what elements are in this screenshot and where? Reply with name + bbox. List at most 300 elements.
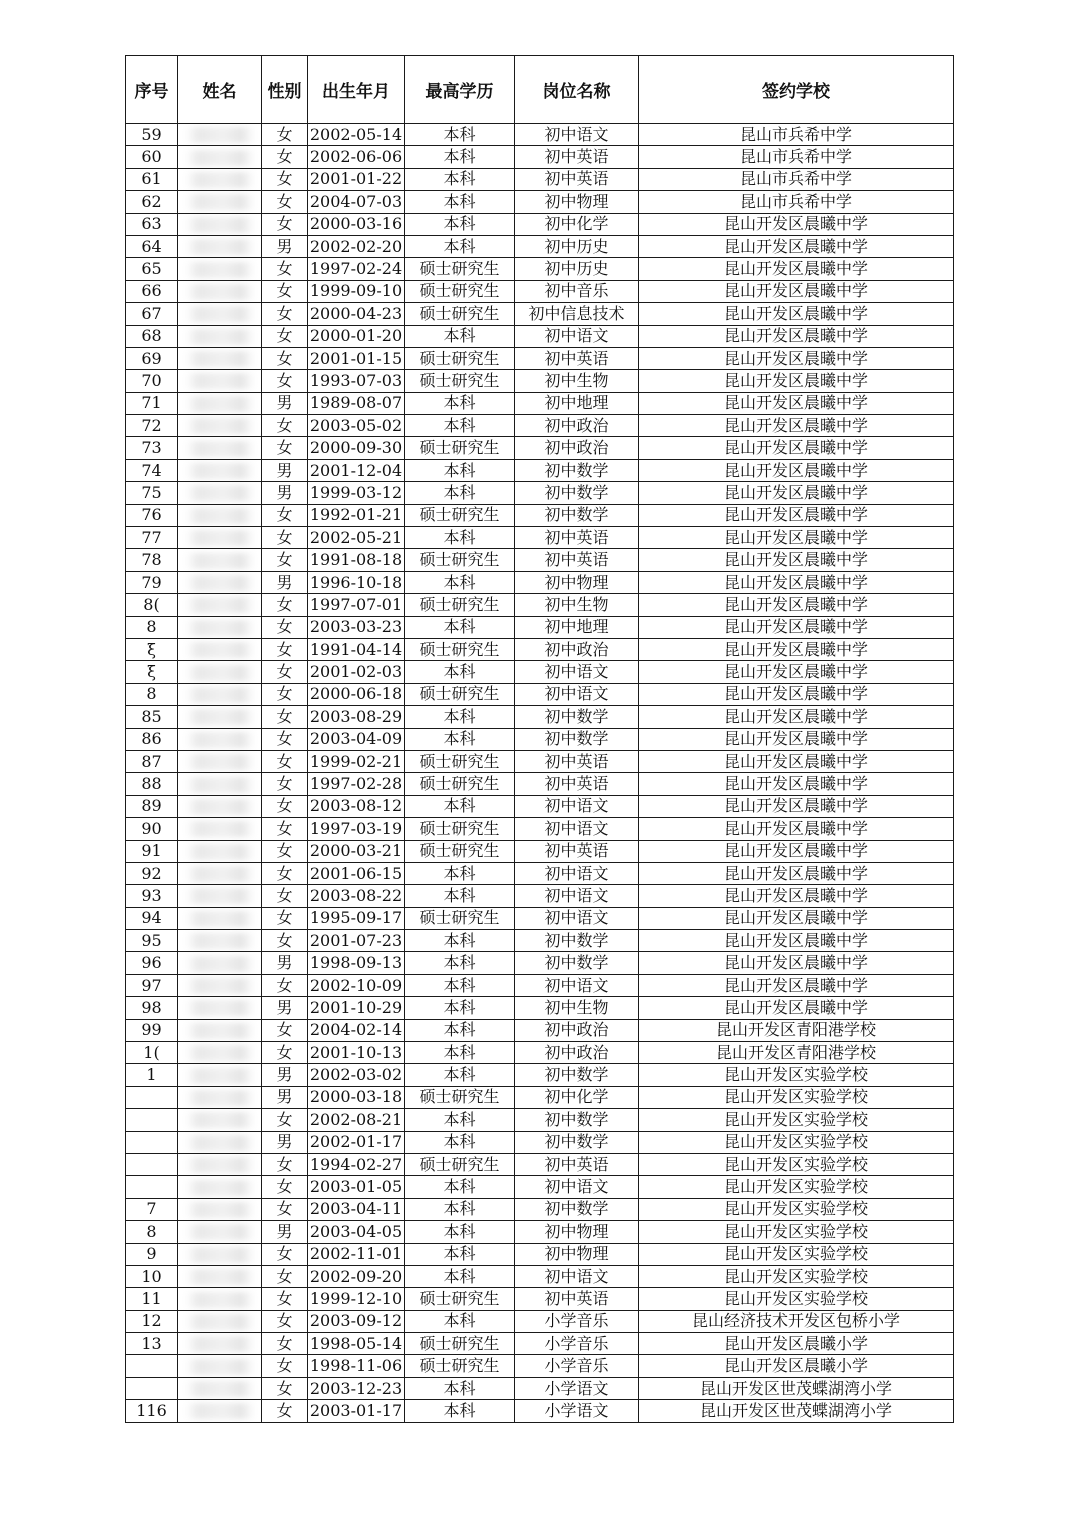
cell-name [178, 1400, 262, 1422]
cell-post: 初中物理 [515, 191, 639, 213]
cell-seq: 92 [126, 862, 178, 884]
cell-seq: 76 [126, 504, 178, 526]
cell-name [178, 974, 262, 996]
cell-birth: 2002-10-09 [308, 974, 405, 996]
cell-school: 昆山开发区晨曦中学 [639, 392, 954, 414]
table-row [126, 1153, 954, 1175]
cell-education: 本科 [405, 930, 515, 952]
cell-seq: 9 [126, 1243, 178, 1265]
redacted-name [185, 553, 255, 569]
cell-school: 昆山开发区实验学校 [639, 1086, 954, 1108]
redacted-name [185, 1157, 255, 1173]
cell-name [178, 907, 262, 929]
cell-school: 昆山开发区晨曦中学 [639, 482, 954, 504]
cell-gender: 女 [262, 213, 308, 235]
redacted-name [185, 530, 255, 546]
redacted-name [185, 217, 255, 233]
cell-school: 昆山开发区青阳港学校 [639, 1019, 954, 1041]
cell-seq: 11 [126, 1288, 178, 1310]
cell-seq: 59 [126, 124, 178, 146]
cell-seq: 93 [126, 885, 178, 907]
cell-post: 初中数学 [515, 1198, 639, 1220]
cell-gender: 男 [262, 235, 308, 257]
cell-gender: 女 [262, 303, 308, 325]
cell-education: 本科 [405, 1221, 515, 1243]
cell-gender: 女 [262, 549, 308, 571]
cell-post: 初中英语 [515, 750, 639, 772]
cell-post: 初中英语 [515, 347, 639, 369]
cell-school: 昆山开发区晨曦中学 [639, 303, 954, 325]
cell-name [178, 795, 262, 817]
cell-gender: 女 [262, 885, 308, 907]
cell-seq: 89 [126, 795, 178, 817]
cell-school: 昆山开发区青阳港学校 [639, 1042, 954, 1064]
cell-birth: 1989-08-07 [308, 392, 405, 414]
table-row [126, 616, 954, 638]
cell-birth: 1999-09-10 [308, 280, 405, 302]
cell-post: 初中数学 [515, 1064, 639, 1086]
cell-birth: 1999-03-12 [308, 482, 405, 504]
cell-gender: 女 [262, 1265, 308, 1287]
cell-education: 硕士研究生 [405, 818, 515, 840]
redacted-name [185, 799, 255, 815]
cell-education: 硕士研究生 [405, 437, 515, 459]
redacted-name [185, 642, 255, 658]
redacted-name [185, 956, 255, 972]
cell-gender: 男 [262, 392, 308, 414]
cell-post: 初中语文 [515, 818, 639, 840]
cell-birth: 2000-04-23 [308, 303, 405, 325]
cell-name [178, 1086, 262, 1108]
cell-post: 初中数学 [515, 728, 639, 750]
table-row [126, 571, 954, 593]
cell-seq [126, 1377, 178, 1399]
cell-seq: 116 [126, 1400, 178, 1422]
cell-seq: 72 [126, 415, 178, 437]
cell-school: 昆山市兵希中学 [639, 146, 954, 168]
cell-gender: 女 [262, 504, 308, 526]
cell-education: 本科 [405, 1176, 515, 1198]
cell-education: 本科 [405, 1019, 515, 1041]
table-row [126, 952, 954, 974]
cell-post: 初中语文 [515, 862, 639, 884]
cell-post: 初中物理 [515, 1243, 639, 1265]
header-row [126, 56, 954, 124]
redacted-name [185, 127, 255, 143]
cell-post: 初中英语 [515, 146, 639, 168]
cell-seq: 64 [126, 235, 178, 257]
cell-name [178, 683, 262, 705]
cell-seq [126, 1086, 178, 1108]
cell-post: 初中政治 [515, 638, 639, 660]
cell-post: 初中英语 [515, 773, 639, 795]
table-row [126, 862, 954, 884]
table-row [126, 638, 954, 660]
cell-name [178, 616, 262, 638]
cell-gender: 女 [262, 683, 308, 705]
redacted-name [185, 1224, 255, 1240]
table-row [126, 280, 954, 302]
redacted-name [185, 1336, 255, 1352]
cell-name [178, 392, 262, 414]
cell-post: 初中化学 [515, 213, 639, 235]
cell-school: 昆山开发区晨曦中学 [639, 571, 954, 593]
table-row [126, 370, 954, 392]
header-name: 姓名 [178, 56, 262, 124]
cell-post: 初中英语 [515, 840, 639, 862]
cell-seq: 8 [126, 683, 178, 705]
redacted-name [185, 732, 255, 748]
cell-birth: 2000-01-20 [308, 325, 405, 347]
table-row [126, 706, 954, 728]
redacted-name [185, 1292, 255, 1308]
redacted-name [185, 306, 255, 322]
cell-birth: 2003-05-02 [308, 415, 405, 437]
header-post: 岗位名称 [515, 56, 639, 124]
cell-post: 初中音乐 [515, 280, 639, 302]
table-row [126, 213, 954, 235]
cell-school: 昆山开发区实验学校 [639, 1109, 954, 1131]
cell-seq: 69 [126, 347, 178, 369]
cell-gender: 女 [262, 1310, 308, 1332]
cell-education: 硕士研究生 [405, 280, 515, 302]
cell-education: 本科 [405, 527, 515, 549]
cell-school: 昆山开发区晨曦中学 [639, 773, 954, 795]
cell-education: 本科 [405, 974, 515, 996]
cell-birth: 2003-08-22 [308, 885, 405, 907]
redacted-name [185, 1269, 255, 1285]
cell-school: 昆山开发区实验学校 [639, 1176, 954, 1198]
cell-education: 本科 [405, 1265, 515, 1287]
cell-school: 昆山开发区晨曦中学 [639, 325, 954, 347]
cell-birth: 2003-04-11 [308, 1198, 405, 1220]
cell-name [178, 1064, 262, 1086]
cell-gender: 女 [262, 818, 308, 840]
cell-education: 本科 [405, 482, 515, 504]
cell-birth: 1998-05-14 [308, 1333, 405, 1355]
cell-post: 初中数学 [515, 459, 639, 481]
redacted-name [185, 284, 255, 300]
cell-education: 本科 [405, 706, 515, 728]
cell-gender: 女 [262, 437, 308, 459]
cell-post: 初中英语 [515, 1288, 639, 1310]
redacted-name [185, 1023, 255, 1039]
header-birth: 出生年月 [308, 56, 405, 124]
cell-education: 本科 [405, 1198, 515, 1220]
cell-birth: 2001-06-15 [308, 862, 405, 884]
cell-gender: 男 [262, 482, 308, 504]
cell-birth: 1998-09-13 [308, 952, 405, 974]
cell-birth: 2002-05-21 [308, 527, 405, 549]
table-row [126, 997, 954, 1019]
cell-name [178, 1198, 262, 1220]
cell-seq: 86 [126, 728, 178, 750]
cell-birth: 1997-02-28 [308, 773, 405, 795]
cell-education: 硕士研究生 [405, 750, 515, 772]
cell-birth: 1999-12-10 [308, 1288, 405, 1310]
cell-education: 本科 [405, 885, 515, 907]
cell-education: 本科 [405, 459, 515, 481]
cell-birth: 2001-01-22 [308, 168, 405, 190]
cell-seq [126, 1176, 178, 1198]
cell-name [178, 280, 262, 302]
cell-seq: 74 [126, 459, 178, 481]
cell-name [178, 728, 262, 750]
cell-education: 本科 [405, 1109, 515, 1131]
cell-education: 本科 [405, 862, 515, 884]
cell-birth: 1993-07-03 [308, 370, 405, 392]
cell-school: 昆山开发区晨曦中学 [639, 885, 954, 907]
cell-gender: 女 [262, 795, 308, 817]
cell-name [178, 750, 262, 772]
table-row [126, 347, 954, 369]
table-row [126, 1400, 954, 1422]
cell-gender: 男 [262, 571, 308, 593]
cell-gender: 男 [262, 952, 308, 974]
cell-school: 昆山开发区晨曦中学 [639, 683, 954, 705]
cell-name [178, 1265, 262, 1287]
cell-school: 昆山市兵希中学 [639, 124, 954, 146]
cell-gender: 女 [262, 1355, 308, 1377]
cell-birth: 1997-03-19 [308, 818, 405, 840]
redacted-name [185, 1403, 255, 1419]
cell-birth: 2002-08-21 [308, 1109, 405, 1131]
cell-education: 本科 [405, 661, 515, 683]
cell-education: 硕士研究生 [405, 1086, 515, 1108]
cell-post: 初中化学 [515, 1086, 639, 1108]
cell-birth: 2003-04-05 [308, 1221, 405, 1243]
cell-education: 本科 [405, 952, 515, 974]
redacted-name [185, 709, 255, 725]
cell-education: 硕士研究生 [405, 1333, 515, 1355]
cell-post: 初中政治 [515, 415, 639, 437]
table-row [126, 1243, 954, 1265]
cell-post: 初中数学 [515, 1131, 639, 1153]
redacted-name [185, 844, 255, 860]
table-row [126, 683, 954, 705]
cell-gender: 女 [262, 1198, 308, 1220]
table-row [126, 1310, 954, 1332]
cell-education: 硕士研究生 [405, 504, 515, 526]
cell-school: 昆山开发区晨曦中学 [639, 728, 954, 750]
cell-education: 本科 [405, 325, 515, 347]
table-row [126, 840, 954, 862]
cell-gender: 女 [262, 1243, 308, 1265]
cell-post: 初中英语 [515, 168, 639, 190]
cell-name [178, 1109, 262, 1131]
redacted-name [185, 1314, 255, 1330]
cell-birth: 1996-10-18 [308, 571, 405, 593]
cell-birth: 2003-01-17 [308, 1400, 405, 1422]
cell-school: 昆山开发区晨曦中学 [639, 661, 954, 683]
cell-gender: 女 [262, 1176, 308, 1198]
cell-seq: 71 [126, 392, 178, 414]
cell-school: 昆山开发区晨曦中学 [639, 795, 954, 817]
cell-school: 昆山开发区晨曦小学 [639, 1333, 954, 1355]
cell-education: 硕士研究生 [405, 773, 515, 795]
cell-seq: 77 [126, 527, 178, 549]
table-row [126, 818, 954, 840]
cell-birth: 1991-04-14 [308, 638, 405, 660]
cell-seq: 60 [126, 146, 178, 168]
cell-school: 昆山开发区晨曦中学 [639, 974, 954, 996]
cell-gender: 女 [262, 661, 308, 683]
cell-birth: 2004-07-03 [308, 191, 405, 213]
redacted-name [185, 978, 255, 994]
cell-birth: 1997-07-01 [308, 594, 405, 616]
cell-post: 初中物理 [515, 571, 639, 593]
header-seq: 序号 [126, 56, 178, 124]
redacted-name [185, 1180, 255, 1196]
cell-education: 本科 [405, 1243, 515, 1265]
cell-education: 硕士研究生 [405, 1355, 515, 1377]
cell-name [178, 1019, 262, 1041]
cell-gender: 女 [262, 594, 308, 616]
cell-post: 初中语文 [515, 325, 639, 347]
table-row [126, 168, 954, 190]
redacted-name [185, 1247, 255, 1263]
cell-school: 昆山开发区晨曦中学 [639, 594, 954, 616]
cell-birth: 2003-08-29 [308, 706, 405, 728]
header-education: 最高学历 [405, 56, 515, 124]
cell-name [178, 459, 262, 481]
cell-education: 硕士研究生 [405, 370, 515, 392]
cell-seq: 8 [126, 616, 178, 638]
cell-post: 初中数学 [515, 482, 639, 504]
cell-birth: 2002-06-06 [308, 146, 405, 168]
cell-school: 昆山开发区晨曦中学 [639, 997, 954, 1019]
redacted-name [185, 373, 255, 389]
cell-school: 昆山开发区实验学校 [639, 1198, 954, 1220]
cell-name [178, 638, 262, 660]
cell-name [178, 303, 262, 325]
cell-seq: 73 [126, 437, 178, 459]
cell-post: 初中历史 [515, 235, 639, 257]
cell-gender: 女 [262, 840, 308, 862]
cell-seq: 65 [126, 258, 178, 280]
cell-birth: 1994-02-27 [308, 1153, 405, 1175]
cell-education: 本科 [405, 1377, 515, 1399]
cell-school: 昆山开发区晨曦中学 [639, 706, 954, 728]
cell-seq: 10 [126, 1265, 178, 1287]
cell-birth: 2000-09-30 [308, 437, 405, 459]
redacted-name [185, 821, 255, 837]
cell-gender: 女 [262, 415, 308, 437]
cell-gender: 女 [262, 930, 308, 952]
cell-name [178, 549, 262, 571]
cell-seq: 61 [126, 168, 178, 190]
cell-education: 硕士研究生 [405, 683, 515, 705]
cell-seq: 8( [126, 594, 178, 616]
cell-birth: 1995-09-17 [308, 907, 405, 929]
cell-school: 昆山开发区实验学校 [639, 1064, 954, 1086]
table-row [126, 1333, 954, 1355]
cell-education: 硕士研究生 [405, 594, 515, 616]
redacted-name [185, 777, 255, 793]
cell-post: 初中数学 [515, 952, 639, 974]
redacted-name [185, 329, 255, 345]
cell-gender: 女 [262, 638, 308, 660]
cell-name [178, 661, 262, 683]
table-row [126, 773, 954, 795]
cell-seq: 98 [126, 997, 178, 1019]
cell-birth: 2000-06-18 [308, 683, 405, 705]
cell-post: 初中数学 [515, 1109, 639, 1131]
redacted-name [185, 441, 255, 457]
cell-school: 昆山开发区晨曦中学 [639, 437, 954, 459]
cell-post: 初中英语 [515, 549, 639, 571]
cell-post: 初中生物 [515, 370, 639, 392]
cell-name [178, 168, 262, 190]
redacted-name [185, 911, 255, 927]
table-row [126, 459, 954, 481]
cell-gender: 女 [262, 146, 308, 168]
table-row [126, 661, 954, 683]
header-gender: 性别 [262, 56, 308, 124]
cell-seq: 66 [126, 280, 178, 302]
redacted-name [185, 1359, 255, 1375]
cell-post: 初中数学 [515, 504, 639, 526]
cell-name [178, 527, 262, 549]
cell-school: 昆山开发区晨曦中学 [639, 459, 954, 481]
cell-education: 本科 [405, 213, 515, 235]
cell-post: 初中地理 [515, 392, 639, 414]
cell-birth: 2003-01-05 [308, 1176, 405, 1198]
table-row [126, 1131, 954, 1153]
cell-post: 初中政治 [515, 437, 639, 459]
redacted-name [185, 463, 255, 479]
redacted-name [185, 418, 255, 434]
cell-gender: 女 [262, 728, 308, 750]
cell-name [178, 997, 262, 1019]
cell-gender: 女 [262, 907, 308, 929]
redacted-name [185, 262, 255, 278]
redacted-name [185, 1381, 255, 1397]
table-row [126, 795, 954, 817]
redacted-name [185, 1202, 255, 1218]
cell-seq: 94 [126, 907, 178, 929]
cell-education: 本科 [405, 728, 515, 750]
cell-gender: 女 [262, 370, 308, 392]
cell-gender: 女 [262, 325, 308, 347]
table-row [126, 907, 954, 929]
cell-gender: 女 [262, 124, 308, 146]
cell-name [178, 1243, 262, 1265]
cell-name [178, 862, 262, 884]
cell-name [178, 370, 262, 392]
cell-post: 小学语文 [515, 1400, 639, 1422]
cell-gender: 男 [262, 459, 308, 481]
redacted-name [185, 150, 255, 166]
redacted-name [185, 485, 255, 501]
cell-name [178, 504, 262, 526]
cell-seq: 67 [126, 303, 178, 325]
cell-school: 昆山开发区晨曦中学 [639, 258, 954, 280]
cell-post: 初中数学 [515, 930, 639, 952]
cell-birth: 2003-12-23 [308, 1377, 405, 1399]
cell-seq: 68 [126, 325, 178, 347]
cell-school: 昆山开发区实验学校 [639, 1131, 954, 1153]
cell-seq: ξ [126, 661, 178, 683]
cell-name [178, 325, 262, 347]
cell-birth: 1992-01-21 [308, 504, 405, 526]
header-school: 签约学校 [639, 56, 954, 124]
table-row [126, 549, 954, 571]
cell-gender: 女 [262, 168, 308, 190]
cell-school: 昆山市兵希中学 [639, 168, 954, 190]
table-row [126, 1221, 954, 1243]
cell-education: 本科 [405, 1064, 515, 1086]
